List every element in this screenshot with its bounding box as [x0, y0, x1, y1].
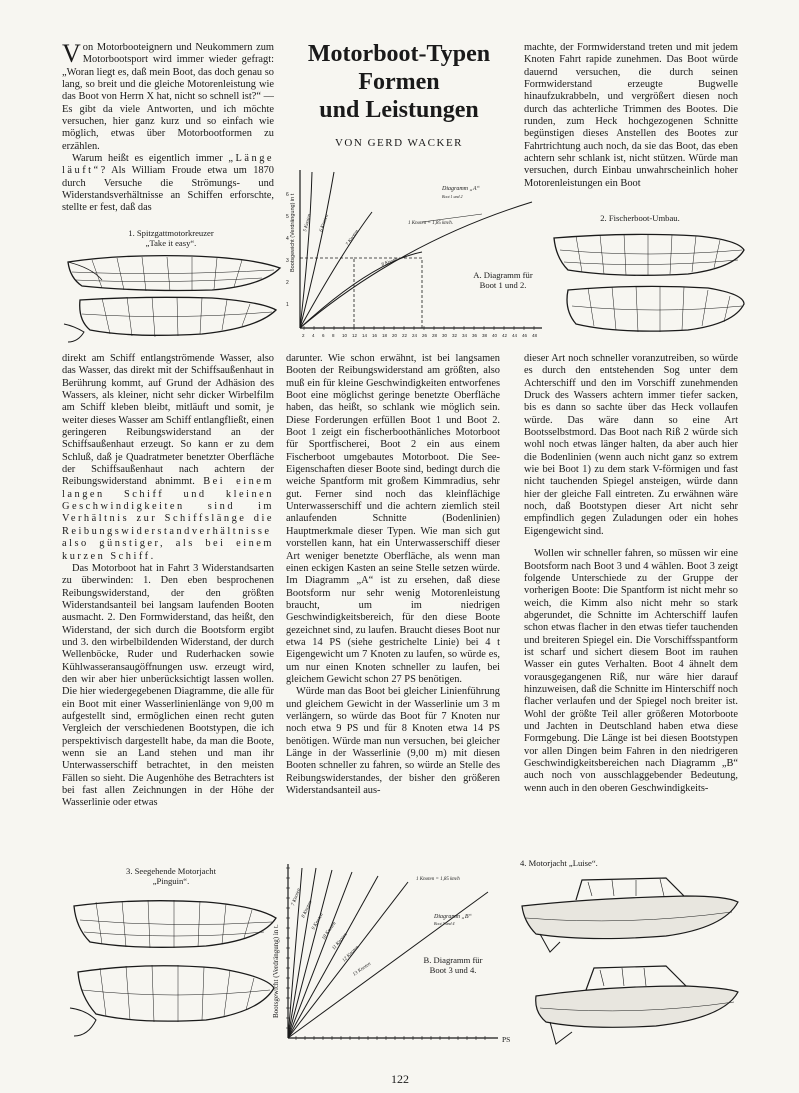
center-mid-paragraph-1: darunter. Wie schon erwähnt, ist bei langsamen Booten der Reibungswiderstand am größten, also muß ein für kleine Geschwindigkeiten entworfenes Boot eine möglichst geringe benetzte Oberfläche haben, das heißt, so schlank wie möglich sein. Diese Forderungen erfüllen Boot 1 und Boot 2. Boot 1 zeigt ein fischerboothänliches Motorboot für Sportfischerei, Boot 2 ein aus einem Fischerboot umgebautes Motorboot. Die See-Eigenschaften dieser Boote sind, bedingt durch die weiche Spantform mit großem Kimmradius, sehr gut. Ferner sind noch das kleinflächige Unterwasserschiff und die achtern ziemlich steil anlaufenden Schnitte (Bodenlinien) Hauptmerkmale dieser Typen. Wie man sich gut vorstellen kann, hat ein Unterwasserschiff dieser Art weniger benetzte Oberfläche, als wenn man einen eckigen Kasten an seine Stelle setzen würde. Im Diagramm „A“ ist zu ersehen, daß diese Bootsform nur sehr wenig Motorenleistung braucht, um im niedrigen Geschwindigkeitsbereich, für den diese Boote gezeichnet sind, zu laufen. Braucht dieses Boot nur etwa 14 PS (siehe gestrichelte Linie) bei 4 t Eigengewicht um 7 Knoten zu laufen, so würde es, um nur einen Knoten schneller zu laufen, bei gleichem Gewicht schon 27 PS benötigen. — [286, 353, 500, 685]
figure-4-caption: 4. Motorjacht „Luise“. — [520, 858, 598, 868]
diagram-a-x-tick: 44 — [512, 333, 518, 338]
diagram-a-x-tick: 8 — [332, 333, 335, 338]
diagram-a-line-label: 8 Knoten — [380, 256, 400, 268]
diagram-a-line-label: 5 Knoten — [303, 213, 313, 233]
drop-cap: V — [62, 42, 81, 68]
diagram-b-xlabel: PS — [502, 1035, 511, 1044]
title-line-2: Formen — [358, 69, 440, 95]
diagram-a-x-tick: 32 — [452, 333, 458, 338]
diagram-a-x-tick: 46 — [522, 333, 528, 338]
diagram-a-line-label: 7 Knoten — [345, 229, 361, 248]
diagram-a-x-tick: 30 — [442, 333, 448, 338]
diagram-a-x-tick: 10 — [342, 333, 348, 338]
boat-4-drawing — [516, 872, 744, 1060]
diagram-a-y-tick: 2 — [286, 280, 289, 286]
diagram-a-x-tick: 16 — [372, 333, 378, 338]
figure-3-caption: 3. Seegehende Motorjacht „Pinguin“. — [126, 866, 216, 886]
right-top-paragraph: machte, der Formwiderstand treten und mit jedem Knoten Fahrt rapide zunehmen. Das Boot würde dauernd versuchen, die durch seinen Formwiderstand erzeugte Bugwelle hinaufzukrabbeln, und vergrößert diesen noch durch das achterliche Trimmen des Bootes. Die runden, zum Heck hochgezogenen Schnitte begünstigen dieses Anstellen des Bootes zur Fahrtrichtung auch noch, da sie das Boot, das eben achtern sehr schlank ist, nicht stützen. Würde man versuchen, durch Einbau unwahrscheinlich hoher Motorenleistungen ein Boot — [524, 42, 738, 189]
diagram-b-line-label: 7 Knoten — [291, 887, 303, 907]
diagram-a-y-tick: 5 — [286, 214, 289, 220]
intro-paragraph-1: Von Motorbooteignern und Neukommern zum Motorbootsport wird immer wieder gefragt: „Woran liegt es, daß mein Boot, das doch genau so lang, so breit und die gleiche Motorenleistung wie das Boot von Herrn X hat, nicht so schnell ist?“ — Es gibt da viele Antworten, und ich möchte versuchen, hier ganz kurz und so einfach wie möglich, etwas über Motorbootformen zu erzählen. — [62, 42, 274, 152]
center-mid-column — [286, 353, 500, 853]
intro-paragraph-2: Warum heißt es eigentlich immer „Länge läuft“? Als William Froude etwa um 1870 durch Versuche die Strömungs- und Widerstandsverhältnisse an Schiffen erforschte, stellte er fest, daß das — [62, 153, 274, 212]
diagram-a-x-tick: 4 — [312, 333, 315, 338]
diagram-a-ylabel: Bootsgewicht (Verdrängung) in t — [290, 193, 296, 272]
diagram-a-line-label: 6 Knoten — [319, 213, 331, 233]
diagram-a-curve-8kn — [300, 252, 422, 328]
boat-2-drawing — [548, 228, 748, 348]
diagram-b-caption: B. Diagramm für Boot 3 und 4. — [423, 955, 483, 975]
diagram-b-line-label: 9 Knoten — [311, 912, 325, 931]
diagram-b-legend-sub: Boot 3 und 4 — [434, 921, 455, 926]
diagram-a-x-tick: 2 — [302, 333, 305, 338]
diagram-a — [282, 162, 550, 342]
article-title — [290, 40, 508, 124]
diagram-a-x-tick: 48 — [532, 333, 538, 338]
title-line-1: Motorboot-Typen — [307, 41, 491, 67]
diagram-a-x-tick: 42 — [502, 333, 508, 338]
diagram-a-y-tick: 4 — [286, 236, 289, 242]
diagram-a-x-tick: 20 — [392, 333, 398, 338]
diagram-b-line-label: 10 Knoten — [321, 921, 338, 942]
diagram-a-x-tick: 24 — [412, 333, 418, 338]
diagram-a-note: 1 Knoten = 1,85 km/h. — [408, 221, 454, 226]
diagram-a-y-tick: 1 — [286, 302, 289, 308]
right-mid-paragraph-1: dieser Art noch schneller voranzutreiben, so würde es durch den entstehenden Sog unter dem Achterschiff und den im Vorschiff zunehmenden Druck des Wassers achtern immer tiefer sacken, bis es dann so sachte über das Heck vollaufen würde. Das wäre dann so eine Art Bootsselbstmord. Das Boot nach Riß 2 würde sich wohl noch etwas länger halten, da aber auch hier die Bodenlinien (wenn auch nicht ganz so extrem wie bei Boot 1) zu dem stark V-förmigen und fast nicht tauchenden Spiegel ansteigen, würde dann hier der gleiche Fall eintreten. Zu erwähnen wäre noch, daß Bootstypen dieser Art nicht sehr empfindlich gegen Zuladungen oder ein hohes Eigengewicht sind. — [524, 353, 738, 537]
figure-1-caption: 1. Spitzgattmotorkreuzer „Take it easy“. — [128, 228, 214, 248]
right-mid-paragraph-2: Wollen wir schneller fahren, so müssen wir eine Bootsform nach Boot 3 und 4 wählen. Boot 3 zeigt folgende Unterschiede zu der Gruppe der vorherigen Boote: Die Spantform ist nicht mehr so weich, die Kimm also nicht mehr so stark abgerundet, die Schnitte im Achterschiff laufen schon etwas flacher in den etwas tiefer tauchenden und breiteren Spiegel ein. Die Vorschiffsspantform ist scharf und sichert diesem Boot im rauhen Wasser ein gutes Verhalten. Boot 4 ähnelt dem vorausgegangenen Riß, nur wäre hier darauf hinzuweisen, daß die Schnitte im Hinterschiff noch flacher verlaufen und der Spiegel noch breiter ist. Wohl der größte Teil aller größeren Motorboote und Jachten in Deutschland haben etwa diese Formgebung. Die Länge ist bei diesen Bootstypen vor allen Dingen beim Fahren in den niedrigeren Geschwindigkeitsbereichen nach Diagramm „B“ auch noch von ausschlaggebender Bedeutung, wenn auch in den oberen Geschwindigkeits- — [524, 548, 738, 794]
diagram-a-x-tick: 6 — [322, 333, 325, 338]
diagram-b-legend: Diagramm „B“ — [434, 914, 472, 920]
diagram-a-x-tick: 36 — [472, 333, 478, 338]
boat-3-drawing — [66, 892, 284, 1052]
diagram-a-x-tick: 22 — [402, 333, 408, 338]
left-mid-column — [62, 353, 274, 866]
right-mid-column — [524, 353, 738, 853]
diagram-a-x-tick: 34 — [462, 333, 468, 338]
diagram-b-line-label: 12 Knoten — [341, 945, 361, 964]
diagram-a-x-tick: 28 — [432, 333, 438, 338]
diagram-a-y-tick: 3 — [286, 258, 289, 264]
byline: VON GERD WACKER — [334, 137, 464, 149]
diagram-a-y-tick: 6 — [286, 192, 289, 198]
intro-column — [62, 42, 274, 212]
diagram-a-legend-sub: Boot 1 und 2 — [442, 194, 463, 199]
diagram-b-line-label: 8 Knoten — [301, 900, 314, 919]
figure-2-caption: 2. Fischerboot-Umbau. — [600, 213, 680, 223]
diagram-b-line-label: 13 Knoten — [352, 961, 373, 978]
diagram-b-note: 1 Knoten = 1,85 km/h — [416, 877, 460, 882]
diagram-a-x-tick: 38 — [482, 333, 488, 338]
left-mid-paragraph-1: direkt am Schiff entlangströmende Wasser, also das Wasser, das direkt mit der Schiffsaußenhaut in Berührung kommt, auf Grund der Adhäsion des Wassers, als kleiner, nicht sehr dicker Wirbelfilm am Schiff kleben bleibt, mitläuft und somit, je weiter dieses Wasser am Schiff entlangfließt, einen geringeren Reibungswiderstand an der Schiffsaußenhaut erzeugt. So kann er zu dem Schluß, daß je Quadratmeter benetzter Oberfläche der Schiffsaußenhaut nach achtern der Reibungswiderstand abnimmt. Bei einem langen Schiff und kleinen Geschwindigkeiten sind im Verhältnis zur Schiffslänge die Reibungswiderstandverhältnisse also günstiger, als bei einem kurzen Schiff. — [62, 353, 274, 562]
diagram-a-x-tick: 18 — [382, 333, 388, 338]
diagram-a-x-tick: 14 — [362, 333, 368, 338]
diagram-b-ylabel: Bootsgewicht (Verdrängung) in t. — [272, 924, 280, 1018]
diagram-a-x-tick: 12 — [352, 333, 358, 338]
diagram-b-line-label: 11 Knoten — [331, 932, 349, 952]
center-mid-paragraph-2: Würde man das Boot bei gleicher Linienführung und gleichem Gewicht in der Wasserlinie um 3 m verlängern, so würde das Boot für 7 Knoten nur noch etwa 9 PS und für 8 Knoten etwa 14 PS benötigen. Würde man nun versuchen, bei gleicher Länge in der Wasserlinie (9,00 m) mit diesen Booten schneller zu fahren, so würde an Stelle des Reibungswiderstandes, der bisher den größeren Widerstandsanteil aus- — [286, 686, 500, 797]
title-line-3: und Leistungen — [319, 97, 479, 123]
diagram-a-caption: A. Diagramm für Boot 1 und 2. — [473, 270, 533, 290]
diagram-a-x-tick: 40 — [492, 333, 498, 338]
boat-1-drawing — [62, 250, 284, 350]
left-mid-paragraph-2: Das Motorboot hat in Fahrt 3 Widerstandsarten zu überwinden: 1. Den eben besprochenen Reibungswiderstand, der den größten Widerstandsanteil bei langsam laufenden Booten ausmacht. 2. Den Formwiderstand, das heißt, den Widerstand, der sich durch die Bootsform ergibt und 3. den wirbelbildenden Widerstand, der durch Wellenböcke, Ruder und Ruderhacken sowie Kühlwasseransaugöffnungen usw. erzeugt wird, den wir aber hier unberücksichtigt lassen wollen. Die hier wiedergegebenen Diagramme, die alle für ein Boot mit einer Wasserlinienlänge von 9,00 m aufgestellt sind, ermöglichen einen recht guten Vergleich der verschiedenen Bootstypen, die ich perspektivisch dargestellt habe, da man die Boote, wenn sie an Land stehen und man ihr Unterwasserschiff betrachtet, in den meisten Fällen so sieht. Die Augenhöhe des Betrachters ist bei fast allen Zeichnungen in der Höhe der Wasserlinie oder etwas — [62, 562, 274, 809]
right-top-column — [524, 42, 738, 206]
diagram-a-curve-7kn — [300, 212, 372, 328]
page-number: 122 — [391, 1072, 409, 1086]
diagram-a-x-tick: 26 — [422, 333, 428, 338]
diagram-a-legend: Diagramm „A“ — [442, 186, 480, 192]
